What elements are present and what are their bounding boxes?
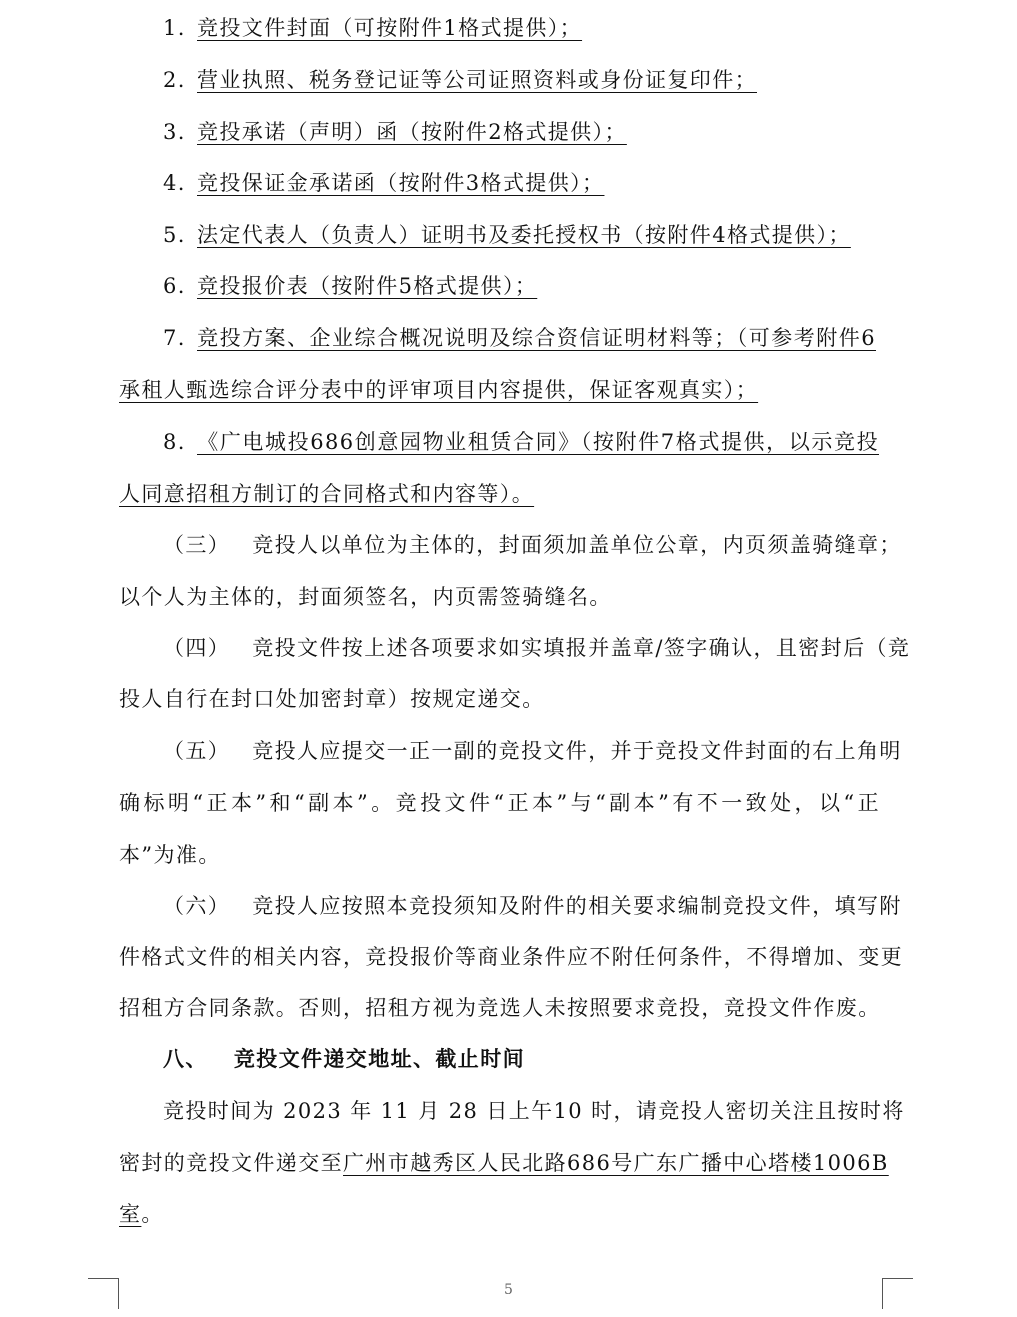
- deadline-line3: [119, 1201, 164, 1227]
- delivery-address: 室: [119, 1202, 142, 1226]
- list-item-text: 竞投文件封面（可按附件1格式提供）；: [197, 16, 583, 40]
- page-number: 5: [504, 1282, 513, 1298]
- list-item-number: 1.: [163, 16, 186, 40]
- heading-8: [163, 1046, 525, 1072]
- section-text: 确标明“正本”和“副本”。竞投文件“正本”与“副本”有不一致处，以“正: [119, 791, 880, 815]
- section-label: （六）: [163, 894, 231, 918]
- section-6-line2: [119, 944, 903, 970]
- heading-text: 竞投文件递交地址、截止时间: [233, 1047, 526, 1071]
- list-item-number: 8.: [163, 430, 186, 454]
- list-item-number: 7.: [163, 326, 186, 350]
- section-6-line3: [119, 995, 881, 1021]
- list-item-8: [163, 429, 879, 455]
- section-text: 竞投人应提交一正一副的竞投文件，并于竞投文件封面的右上角明: [252, 739, 902, 763]
- list-item-text: 竞投报价表（按附件5格式提供）；: [197, 274, 538, 298]
- list-item-number: 5.: [163, 223, 186, 247]
- section-6-line1: [163, 893, 902, 919]
- list-item-text: 《广电城投686创意园物业租赁合同》（按附件7格式提供，以示竞投: [197, 430, 879, 454]
- section-5-line3: [119, 842, 221, 868]
- list-item-text: 人同意招租方制订的合同格式和内容等）。: [119, 482, 535, 506]
- section-text: 竞投人以单位为主体的，封面须加盖单位公章，内页须盖骑缝章；: [252, 533, 902, 557]
- section-5-line2: [119, 790, 880, 816]
- section-text: 以个人为主体的，封面须签名，内页需签骑缝名。: [119, 585, 612, 609]
- section-text: 件格式文件的相关内容，竞投报价等商业条件应不附任何条件，不得增加、变更: [119, 945, 903, 969]
- delivery-address: 广州市越秀区人民北路686号广东广播中心塔楼1006B: [343, 1151, 889, 1175]
- list-item-2: [163, 67, 757, 93]
- list-item-8-continued: [119, 481, 534, 507]
- list-item-number: 4.: [163, 171, 186, 195]
- deadline-line1: [163, 1098, 905, 1124]
- list-item-6: [163, 273, 537, 299]
- deadline-text: 。: [141, 1202, 164, 1226]
- section-label: （五）: [163, 739, 231, 763]
- list-item-5: [163, 222, 851, 248]
- section-3-line2: [119, 584, 612, 610]
- list-item-text: 竞投保证金承诺函（按附件3格式提供）；: [197, 171, 605, 195]
- list-item-number: 2.: [163, 68, 186, 92]
- section-text: 本”为准。: [119, 843, 221, 867]
- section-text: 招租方合同条款。否则，招租方视为竞选人未按照要求竞投，竞投文件作废。: [119, 996, 881, 1020]
- section-label: （四）: [163, 636, 231, 660]
- section-3-line1: [163, 532, 902, 558]
- deadline-text: 密封的竞投文件递交至: [119, 1151, 343, 1175]
- deadline-text: 竞投时间为 2023 年 11 月 28 日上午10 时，请竞投人密切关注且按时将: [163, 1099, 905, 1123]
- list-item-7: [163, 325, 876, 351]
- list-item-7-continued: [119, 377, 758, 403]
- list-item-text: 竞投方案、企业综合概况说明及综合资信证明材料等；（可参考附件6: [197, 326, 876, 350]
- section-4-line2: [119, 686, 545, 712]
- section-4-line1: [163, 635, 911, 661]
- section-text: 竞投文件按上述各项要求如实填报并盖章/签字确认，且密封后（竞: [252, 636, 911, 660]
- section-5-line1: [163, 738, 902, 764]
- list-item-text: 承租人甄选综合评分表中的评审项目内容提供，保证客观真实）；: [119, 378, 759, 402]
- section-label: （三）: [163, 533, 231, 557]
- list-item-text: 竞投承诺（声明）函（按附件2格式提供）；: [197, 120, 627, 144]
- list-item-number: 6.: [163, 274, 186, 298]
- heading-number: 八、: [163, 1047, 208, 1071]
- list-item-text: 营业执照、税务登记证等公司证照资料或身份证复印件；: [197, 68, 757, 92]
- list-item-text: 法定代表人（负责人）证明书及委托授权书（按附件4格式提供）；: [197, 223, 851, 247]
- list-item-4: [163, 170, 604, 196]
- list-item-3: [163, 119, 627, 145]
- list-item-1: [163, 15, 582, 41]
- section-text: 竞投人应按照本竞投须知及附件的相关要求编制竞投文件，填写附: [252, 894, 902, 918]
- section-text: 投人自行在封口处加密封章）按规定递交。: [119, 687, 545, 711]
- list-item-number: 3.: [163, 120, 186, 144]
- deadline-line2: [119, 1150, 889, 1176]
